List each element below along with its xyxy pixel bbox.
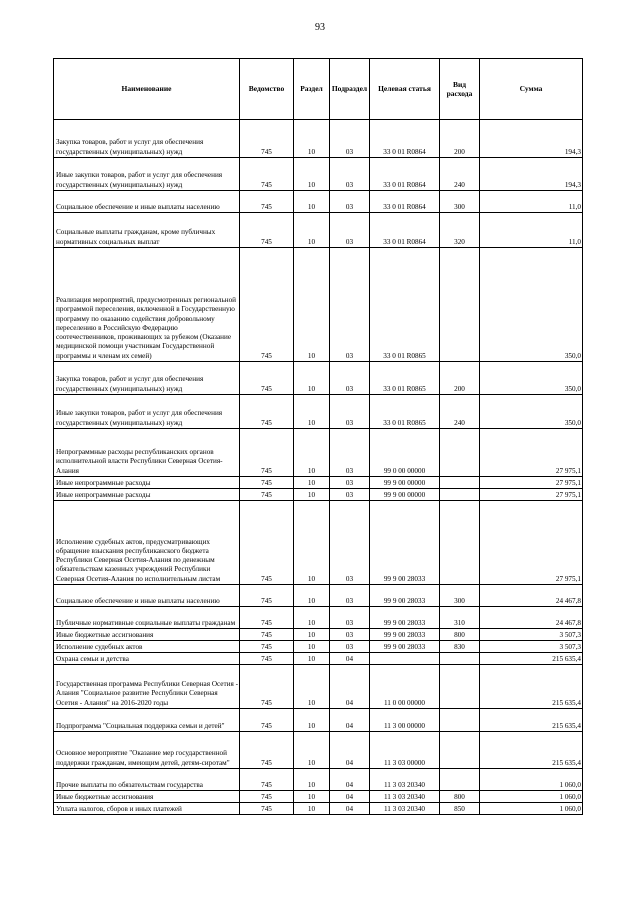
table-row xyxy=(54,607,583,629)
row-vid: 200 xyxy=(440,362,480,395)
row-podrazdel: 03 xyxy=(330,248,370,362)
row-target: 11 0 00 00000 xyxy=(370,665,440,709)
row-vid xyxy=(440,665,480,709)
table-row xyxy=(54,489,583,501)
row-vedomstvo: 745 xyxy=(240,769,294,791)
row-podrazdel: 03 xyxy=(330,158,370,191)
row-razdel: 10 xyxy=(294,732,330,769)
row-razdel: 10 xyxy=(294,501,330,585)
table-row xyxy=(54,477,583,489)
header-vid: Вид расхода xyxy=(440,59,480,120)
row-sum: 215 635,4 xyxy=(480,709,583,732)
row-target: 11 3 03 20340 xyxy=(370,803,440,815)
table-row xyxy=(54,653,583,665)
row-sum: 350,0 xyxy=(480,362,583,395)
table-row xyxy=(54,641,583,653)
row-razdel: 10 xyxy=(294,585,330,607)
row-vid: 200 xyxy=(440,120,480,158)
row-podrazdel: 04 xyxy=(330,769,370,791)
row-vedomstvo: 745 xyxy=(240,653,294,665)
row-vedomstvo: 745 xyxy=(240,803,294,815)
row-vedomstvo: 745 xyxy=(240,709,294,732)
header-name: Наименование xyxy=(54,59,240,120)
row-podrazdel: 04 xyxy=(330,732,370,769)
row-razdel: 10 xyxy=(294,191,330,213)
row-vedomstvo: 745 xyxy=(240,191,294,213)
row-name: Социальные выплаты гражданам, кроме публичных нормативных социальных выплат xyxy=(54,213,240,248)
row-name: Реализация мероприятий, предусмотренных региональной программой переселения, включенной в Государственную программу по оказанию содействия добровольному переселению в Российскую Федерацию соотечественников, проживающих за рубежом (Оказание медицинской помощи участникам Государственной программы и членам их семей) xyxy=(54,248,240,362)
row-vedomstvo: 745 xyxy=(240,585,294,607)
row-target: 33 0 01 R0865 xyxy=(370,395,440,429)
row-vedomstvo: 745 xyxy=(240,629,294,641)
row-sum: 11,0 xyxy=(480,213,583,248)
row-podrazdel: 03 xyxy=(330,477,370,489)
row-razdel: 10 xyxy=(294,803,330,815)
table-row xyxy=(54,362,583,395)
row-name: Социальное обеспечение и иные выплаты населению xyxy=(54,191,240,213)
row-podrazdel: 03 xyxy=(330,501,370,585)
row-name: Прочие выплаты по обязательствам государства xyxy=(54,769,240,791)
row-target xyxy=(370,653,440,665)
row-vid xyxy=(440,429,480,477)
table-row xyxy=(54,803,583,815)
row-razdel: 10 xyxy=(294,791,330,803)
row-podrazdel: 04 xyxy=(330,803,370,815)
row-podrazdel: 03 xyxy=(330,395,370,429)
row-name: Основное мероприятие "Оказание мер государственной поддержки гражданам, имеющим детей, детям-сиротам" xyxy=(54,732,240,769)
row-target: 11 3 03 20340 xyxy=(370,769,440,791)
table-row xyxy=(54,732,583,769)
row-vid: 240 xyxy=(440,158,480,191)
row-vedomstvo: 745 xyxy=(240,362,294,395)
row-vedomstvo: 745 xyxy=(240,429,294,477)
row-razdel: 10 xyxy=(294,429,330,477)
row-podrazdel: 03 xyxy=(330,607,370,629)
row-target: 33 0 01 R0865 xyxy=(370,248,440,362)
row-razdel: 10 xyxy=(294,395,330,429)
row-name: Уплата налогов, сборов и иных платежей xyxy=(54,803,240,815)
row-target: 99 9 00 28033 xyxy=(370,607,440,629)
row-vedomstvo: 745 xyxy=(240,213,294,248)
row-podrazdel: 04 xyxy=(330,709,370,732)
table-row xyxy=(54,769,583,791)
row-razdel: 10 xyxy=(294,362,330,395)
row-vid: 830 xyxy=(440,641,480,653)
table-row xyxy=(54,429,583,477)
row-razdel: 10 xyxy=(294,607,330,629)
row-vedomstvo: 745 xyxy=(240,665,294,709)
row-target: 99 0 00 00000 xyxy=(370,429,440,477)
row-target: 99 9 00 00000 xyxy=(370,477,440,489)
row-target: 99 9 00 28033 xyxy=(370,641,440,653)
row-razdel: 10 xyxy=(294,653,330,665)
row-sum: 3 507,3 xyxy=(480,629,583,641)
row-razdel: 10 xyxy=(294,629,330,641)
row-razdel: 10 xyxy=(294,489,330,501)
row-sum: 27 975,1 xyxy=(480,489,583,501)
row-podrazdel: 03 xyxy=(330,362,370,395)
row-vedomstvo: 745 xyxy=(240,607,294,629)
row-name: Социальное обеспечение и иные выплаты населению xyxy=(54,585,240,607)
row-sum: 27 975,1 xyxy=(480,501,583,585)
row-vedomstvo: 745 xyxy=(240,120,294,158)
row-sum: 24 467,8 xyxy=(480,585,583,607)
row-name: Исполнение судебных актов xyxy=(54,641,240,653)
row-podrazdel: 04 xyxy=(330,665,370,709)
row-sum: 215 635,4 xyxy=(480,653,583,665)
table-row xyxy=(54,665,583,709)
table-row xyxy=(54,629,583,641)
row-sum: 1 060,0 xyxy=(480,791,583,803)
table-row xyxy=(54,709,583,732)
row-vid xyxy=(440,732,480,769)
row-target: 33 0 01 R0864 xyxy=(370,158,440,191)
budget-table xyxy=(53,58,583,815)
table-row xyxy=(54,158,583,191)
row-vedomstvo: 745 xyxy=(240,248,294,362)
row-sum: 215 635,4 xyxy=(480,665,583,709)
header-row xyxy=(54,59,583,120)
row-podrazdel: 03 xyxy=(330,641,370,653)
row-sum: 215 635,4 xyxy=(480,732,583,769)
row-razdel: 10 xyxy=(294,477,330,489)
row-podrazdel: 03 xyxy=(330,429,370,477)
row-vid xyxy=(440,769,480,791)
header-podrazdel: Подраздел xyxy=(330,59,370,120)
row-razdel: 10 xyxy=(294,248,330,362)
row-sum: 194,3 xyxy=(480,120,583,158)
row-vedomstvo: 745 xyxy=(240,501,294,585)
row-vedomstvo: 745 xyxy=(240,489,294,501)
row-podrazdel: 03 xyxy=(330,585,370,607)
row-podrazdel: 03 xyxy=(330,120,370,158)
row-vid: 800 xyxy=(440,629,480,641)
header-vedomstvo: Ведомство xyxy=(240,59,294,120)
row-vid: 300 xyxy=(440,585,480,607)
row-target: 99 9 00 28033 xyxy=(370,501,440,585)
row-target: 11 3 00 00000 xyxy=(370,709,440,732)
row-podrazdel: 04 xyxy=(330,791,370,803)
row-target: 33 0 01 R0864 xyxy=(370,120,440,158)
row-name: Иные закупки товаров, работ и услуг для обеспечения государственных (муниципальных) нужд xyxy=(54,158,240,191)
row-razdel: 10 xyxy=(294,769,330,791)
row-target: 11 3 03 20340 xyxy=(370,791,440,803)
row-vid: 320 xyxy=(440,213,480,248)
row-vid xyxy=(440,501,480,585)
page-number: 93 xyxy=(315,22,325,33)
row-sum: 1 060,0 xyxy=(480,769,583,791)
row-name: Публичные нормативные социальные выплаты гражданам xyxy=(54,607,240,629)
row-razdel: 10 xyxy=(294,120,330,158)
row-vid xyxy=(440,653,480,665)
table-row xyxy=(54,501,583,585)
row-target: 33 0 01 R0864 xyxy=(370,213,440,248)
row-sum: 194,3 xyxy=(480,158,583,191)
row-podrazdel: 03 xyxy=(330,191,370,213)
row-vedomstvo: 745 xyxy=(240,158,294,191)
row-sum: 24 467,8 xyxy=(480,607,583,629)
row-vid: 850 xyxy=(440,803,480,815)
row-vedomstvo: 745 xyxy=(240,395,294,429)
row-razdel: 10 xyxy=(294,665,330,709)
row-podrazdel: 03 xyxy=(330,489,370,501)
row-target: 33 0 01 R0865 xyxy=(370,362,440,395)
row-name: Охрана семьи и детства xyxy=(54,653,240,665)
row-name: Иные бюджетные ассигнования xyxy=(54,791,240,803)
row-name: Государственная программа Республики Северная Осетия - Алания "Социальное развитие Республики Северная Осетия - Алания" на 2016-2020 годы xyxy=(54,665,240,709)
row-podrazdel: 03 xyxy=(330,629,370,641)
header-sum: Сумма xyxy=(480,59,583,120)
row-name: Исполнение судебных актов, предусматривающих обращение взыскания республиканского бюджета Республики Северная Осетия-Алания по денежным обязательствам казенных учреждений Республики Северная Осетия-Алания по исполнительным листам xyxy=(54,501,240,585)
row-name: Закупка товаров, работ и услуг для обеспечения государственных (муниципальных) нужд xyxy=(54,362,240,395)
row-target: 99 9 00 28033 xyxy=(370,629,440,641)
row-vid xyxy=(440,477,480,489)
table-row xyxy=(54,120,583,158)
row-sum: 350,0 xyxy=(480,395,583,429)
row-vid xyxy=(440,489,480,501)
row-target: 11 3 03 00000 xyxy=(370,732,440,769)
row-sum: 27 975,1 xyxy=(480,429,583,477)
table-row xyxy=(54,395,583,429)
row-podrazdel: 04 xyxy=(330,653,370,665)
row-sum: 11,0 xyxy=(480,191,583,213)
table-row xyxy=(54,191,583,213)
table-row xyxy=(54,585,583,607)
row-razdel: 10 xyxy=(294,641,330,653)
row-vedomstvo: 745 xyxy=(240,791,294,803)
header-razdel: Раздел xyxy=(294,59,330,120)
row-vid: 800 xyxy=(440,791,480,803)
row-sum: 350,0 xyxy=(480,248,583,362)
row-name: Иные бюджетные ассигнования xyxy=(54,629,240,641)
row-podrazdel: 03 xyxy=(330,213,370,248)
table-row xyxy=(54,791,583,803)
row-vedomstvo: 745 xyxy=(240,641,294,653)
row-vid xyxy=(440,709,480,732)
row-sum: 27 975,1 xyxy=(480,477,583,489)
row-name: Закупка товаров, работ и услуг для обеспечения государственных (муниципальных) нужд xyxy=(54,120,240,158)
row-razdel: 10 xyxy=(294,158,330,191)
row-vid: 300 xyxy=(440,191,480,213)
row-name: Иные непрограммные расходы xyxy=(54,477,240,489)
row-sum: 3 507,3 xyxy=(480,641,583,653)
table-row xyxy=(54,213,583,248)
row-name: Подпрограмма "Социальная поддержка семьи и детей" xyxy=(54,709,240,732)
row-razdel: 10 xyxy=(294,213,330,248)
row-name: Иные непрограммные расходы xyxy=(54,489,240,501)
row-target: 99 9 00 00000 xyxy=(370,489,440,501)
header-target: Целевая статья xyxy=(370,59,440,120)
row-vedomstvo: 745 xyxy=(240,477,294,489)
row-name: Иные закупки товаров, работ и услуг для обеспечения государственных (муниципальных) нужд xyxy=(54,395,240,429)
table-row xyxy=(54,248,583,362)
row-vedomstvo: 745 xyxy=(240,732,294,769)
row-name: Непрограммные расходы республиканских органов исполнительной власти Республики Северная Осетия-Алания xyxy=(54,429,240,477)
row-target: 99 9 00 28033 xyxy=(370,585,440,607)
row-razdel: 10 xyxy=(294,709,330,732)
row-sum: 1 060,0 xyxy=(480,803,583,815)
row-vid xyxy=(440,248,480,362)
row-vid: 240 xyxy=(440,395,480,429)
row-target: 33 0 01 R0864 xyxy=(370,191,440,213)
row-vid: 310 xyxy=(440,607,480,629)
